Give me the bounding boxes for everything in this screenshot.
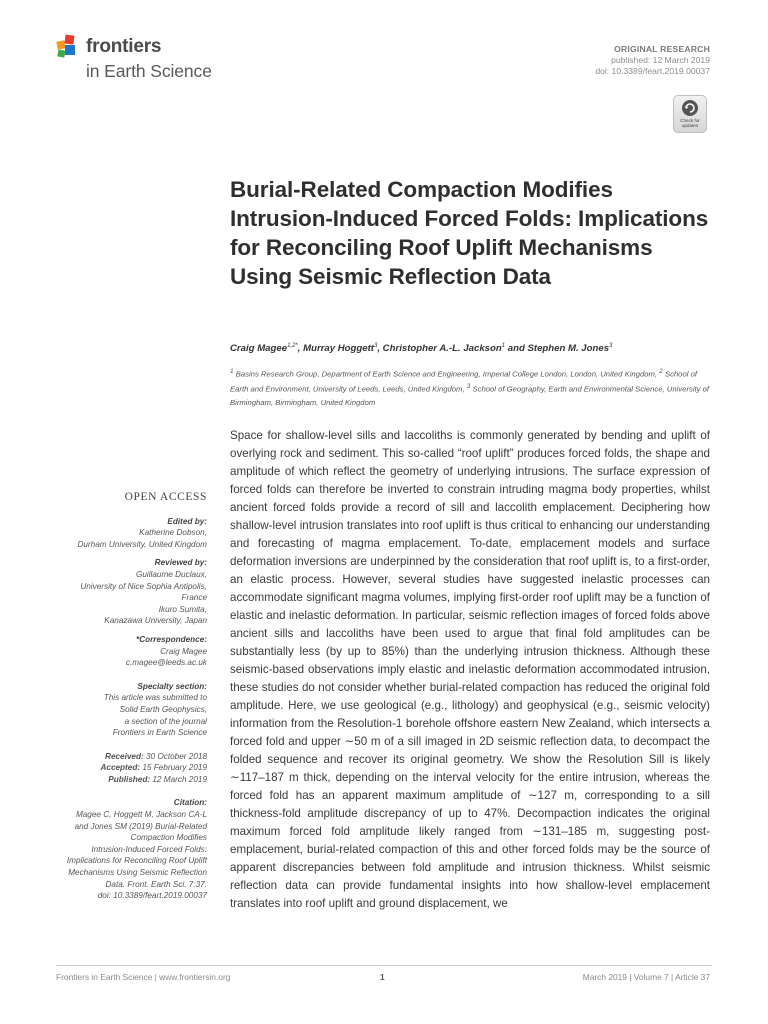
citation-value: Magee C, Hoggett M, Jackson CA-L and Jones SM (2019) Burial-Related Compaction Modifies Intrusion-Induced Forced Folds: Implications for Reconciling Roof Uplift Mechanisms Using Seismic Reflection Data. Front. Earth Sci. 7:37. doi: 10.3389/feart.2019.00037 <box>66 810 207 901</box>
received-date: 30 October 2018 <box>146 751 207 761</box>
footer-divider <box>56 965 712 966</box>
reviewed-by-value: Guillaume Duclaux, University of Nice Sophia Antipolis, France Ikuro Sumita, Kanazawa University, Japan <box>80 569 207 626</box>
correspondence-label: *Correspondence: <box>136 634 207 644</box>
logo-journal-text: in Earth Science <box>86 61 212 81</box>
author-name[interactable]: Christopher A.-L. Jackson <box>382 343 502 355</box>
dates-block <box>50 751 207 786</box>
author-list: Craig Magee$^{1,2*}$, Murray Hoggett$^3$, Christopher A.-L. Jackson$^1$ and Stephen M. Jones$^3$ <box>230 343 613 355</box>
edited-by-block <box>50 516 207 551</box>
affiliation-2: School of Earth and Environment, University of Leeds, Leeds, United Kingdom, <box>230 369 697 394</box>
article-type: ORIGINAL RESEARCH <box>614 44 710 54</box>
edited-by-label: Edited by: <box>167 516 207 526</box>
updates-badge-label: Check for updates <box>680 118 700 128</box>
published-date: published: 12 March 2019 <box>611 55 710 65</box>
published-date-sidebar: 12 March 2019 <box>152 774 207 784</box>
article-title: Burial-Related Compaction Modifies Intrusion-Induced Forced Folds: Implications for Reconciling Roof Uplift Mechanisms Using Seismic Reflection Data <box>230 177 709 289</box>
footer-issue: March 2019 | Volume 7 | Article 37 <box>582 972 710 982</box>
specialty-value: This article was submitted to Solid Earth Geophysics, a section of the journal Frontiers in Earth Science <box>103 693 207 738</box>
author-affiliation-mark: 3 <box>373 343 378 349</box>
reviewed-by-label: Reviewed by: <box>154 558 207 568</box>
author-affiliation-mark: 3 <box>609 343 613 349</box>
frontiers-logo-icon <box>56 34 82 60</box>
accepted-label: Accepted: <box>100 763 141 773</box>
affiliations: $^1$ Basins Research Group, Department of Earth Science and Engineering, Imperial College London, London, United Kingdom, $^2$ School of Earth and Environment, University of Leeds, Leeds, United Kingdom, $^3$ School of Geography, Earth and Environmental Science, University of Birmingham, Birmingham, United Kingdom <box>230 368 710 407</box>
author-affiliation-mark: 1,2* <box>287 343 298 349</box>
correspondence-block <box>50 634 207 669</box>
received-label: Received: <box>105 751 144 761</box>
author-name[interactable]: Stephen M. Jones <box>527 343 610 355</box>
footer-journal[interactable]: Frontiers in Earth Science | www.frontiersin.org <box>56 972 231 982</box>
specialty-block <box>50 681 207 739</box>
affiliation-1: Basins Research Group, Department of Earth Science and Engineering, Imperial College London, London, United Kingdom, <box>235 369 658 379</box>
citation-block <box>50 797 207 901</box>
edited-by-value: Katherine Dobson, Durham University, United Kingdom <box>77 528 207 549</box>
correspondence-value[interactable]: Craig Magee c.magee@leeds.ac.uk <box>125 646 207 668</box>
reviewed-by-block <box>50 557 207 627</box>
footer-page-number: 1 <box>380 972 385 982</box>
specialty-label: Specialty section: <box>137 681 207 691</box>
journal-logo[interactable] <box>56 34 256 86</box>
check-for-updates-badge[interactable] <box>673 95 707 133</box>
updates-icon <box>681 99 699 117</box>
published-label: Published: <box>108 774 151 784</box>
article-meta <box>595 44 710 77</box>
citation-label: Citation: <box>173 798 207 808</box>
author-name[interactable]: Murray Hoggett <box>303 343 374 355</box>
author-affiliation-mark: 1 <box>501 343 506 349</box>
affiliation-3: School of Geography, Earth and Environmental Science, University of Birmingham, Birmingham, United Kingdom <box>230 384 710 407</box>
article-doi[interactable]: doi: 10.3389/feart.2019.00037 <box>595 66 710 76</box>
open-access-label: OPEN ACCESS <box>124 491 207 503</box>
author-name[interactable]: Craig Magee <box>230 343 288 355</box>
abstract-text: Space for shallow-level sills and laccoliths is commonly generated by bending and uplift of overlying rock and sediment. This so-called “roof uplift” produces forced folds, the shape and amplitude of which reflect the geometry of underlying intrusions. The surface expression of forced folds can therefore be inverted to constrain intruding magma body properties, whilst ancient forced folds provide a record of sill and laccolith emplacement. Deciphering how shallow-level intrusion translates into roof uplift is thus critical to enhancing our understanding and forecasting of magma emplacement. To-date, emplacement models and surface deformation inversions are underpinned by the consideration that roof uplift is, to a first-order, an elastic process. However, several studies have suggested inelastic processes can accommodate significant magma volumes, implying first-order roof uplift may be a function of elastic and inelastic deformation. In particular, seismic reflection images of forced folds above ancient sills and laccoliths have been used to argue that final fold amplitudes can be substantially less (by up to 85%) than the underlying intrusion thickness. Although these seismic-based observations imply elastic and inelastic deformation accommodated intrusion, these studies do not consider whether burial-related compaction has reduced the original fold amplitude. Here, we use geological (e.g., lithology) and geophysical (e.g., seismic velocity) information from the Resolution-1 borehole offshore eastern New Zealand, which intersects a forced fold and upper ∼50 m of a sill imaged in 2D seismic reflection data, to decompact the folded sequence and recover its original geometry. We show the Resolution Sill is likely ∼117–187 m thick, depending on the interval velocity for the entire intrusion, whereas the forced fold has an apparent maximum amplitude of ∼127 m, corresponding to a sill thickness-fold amplitude discrepancy of up to 47%. Decompaction indicates the original maximum forced fold amplitude likely ranged from ∼131–185 m, suggesting post-emplacement, burial-related compaction of this and other forced folds may be the source of apparent discrepancies between fold amplitude and intrusion thickness. Whilst seismic reflection data can provide fundamental insights into how shallow-level emplacement translates into roof uplift and ground displacement, we <box>230 429 710 910</box>
accepted-date: 15 February 2019 <box>142 763 207 773</box>
logo-brand-text: frontiers <box>86 36 162 57</box>
article-sidebar <box>50 492 207 909</box>
